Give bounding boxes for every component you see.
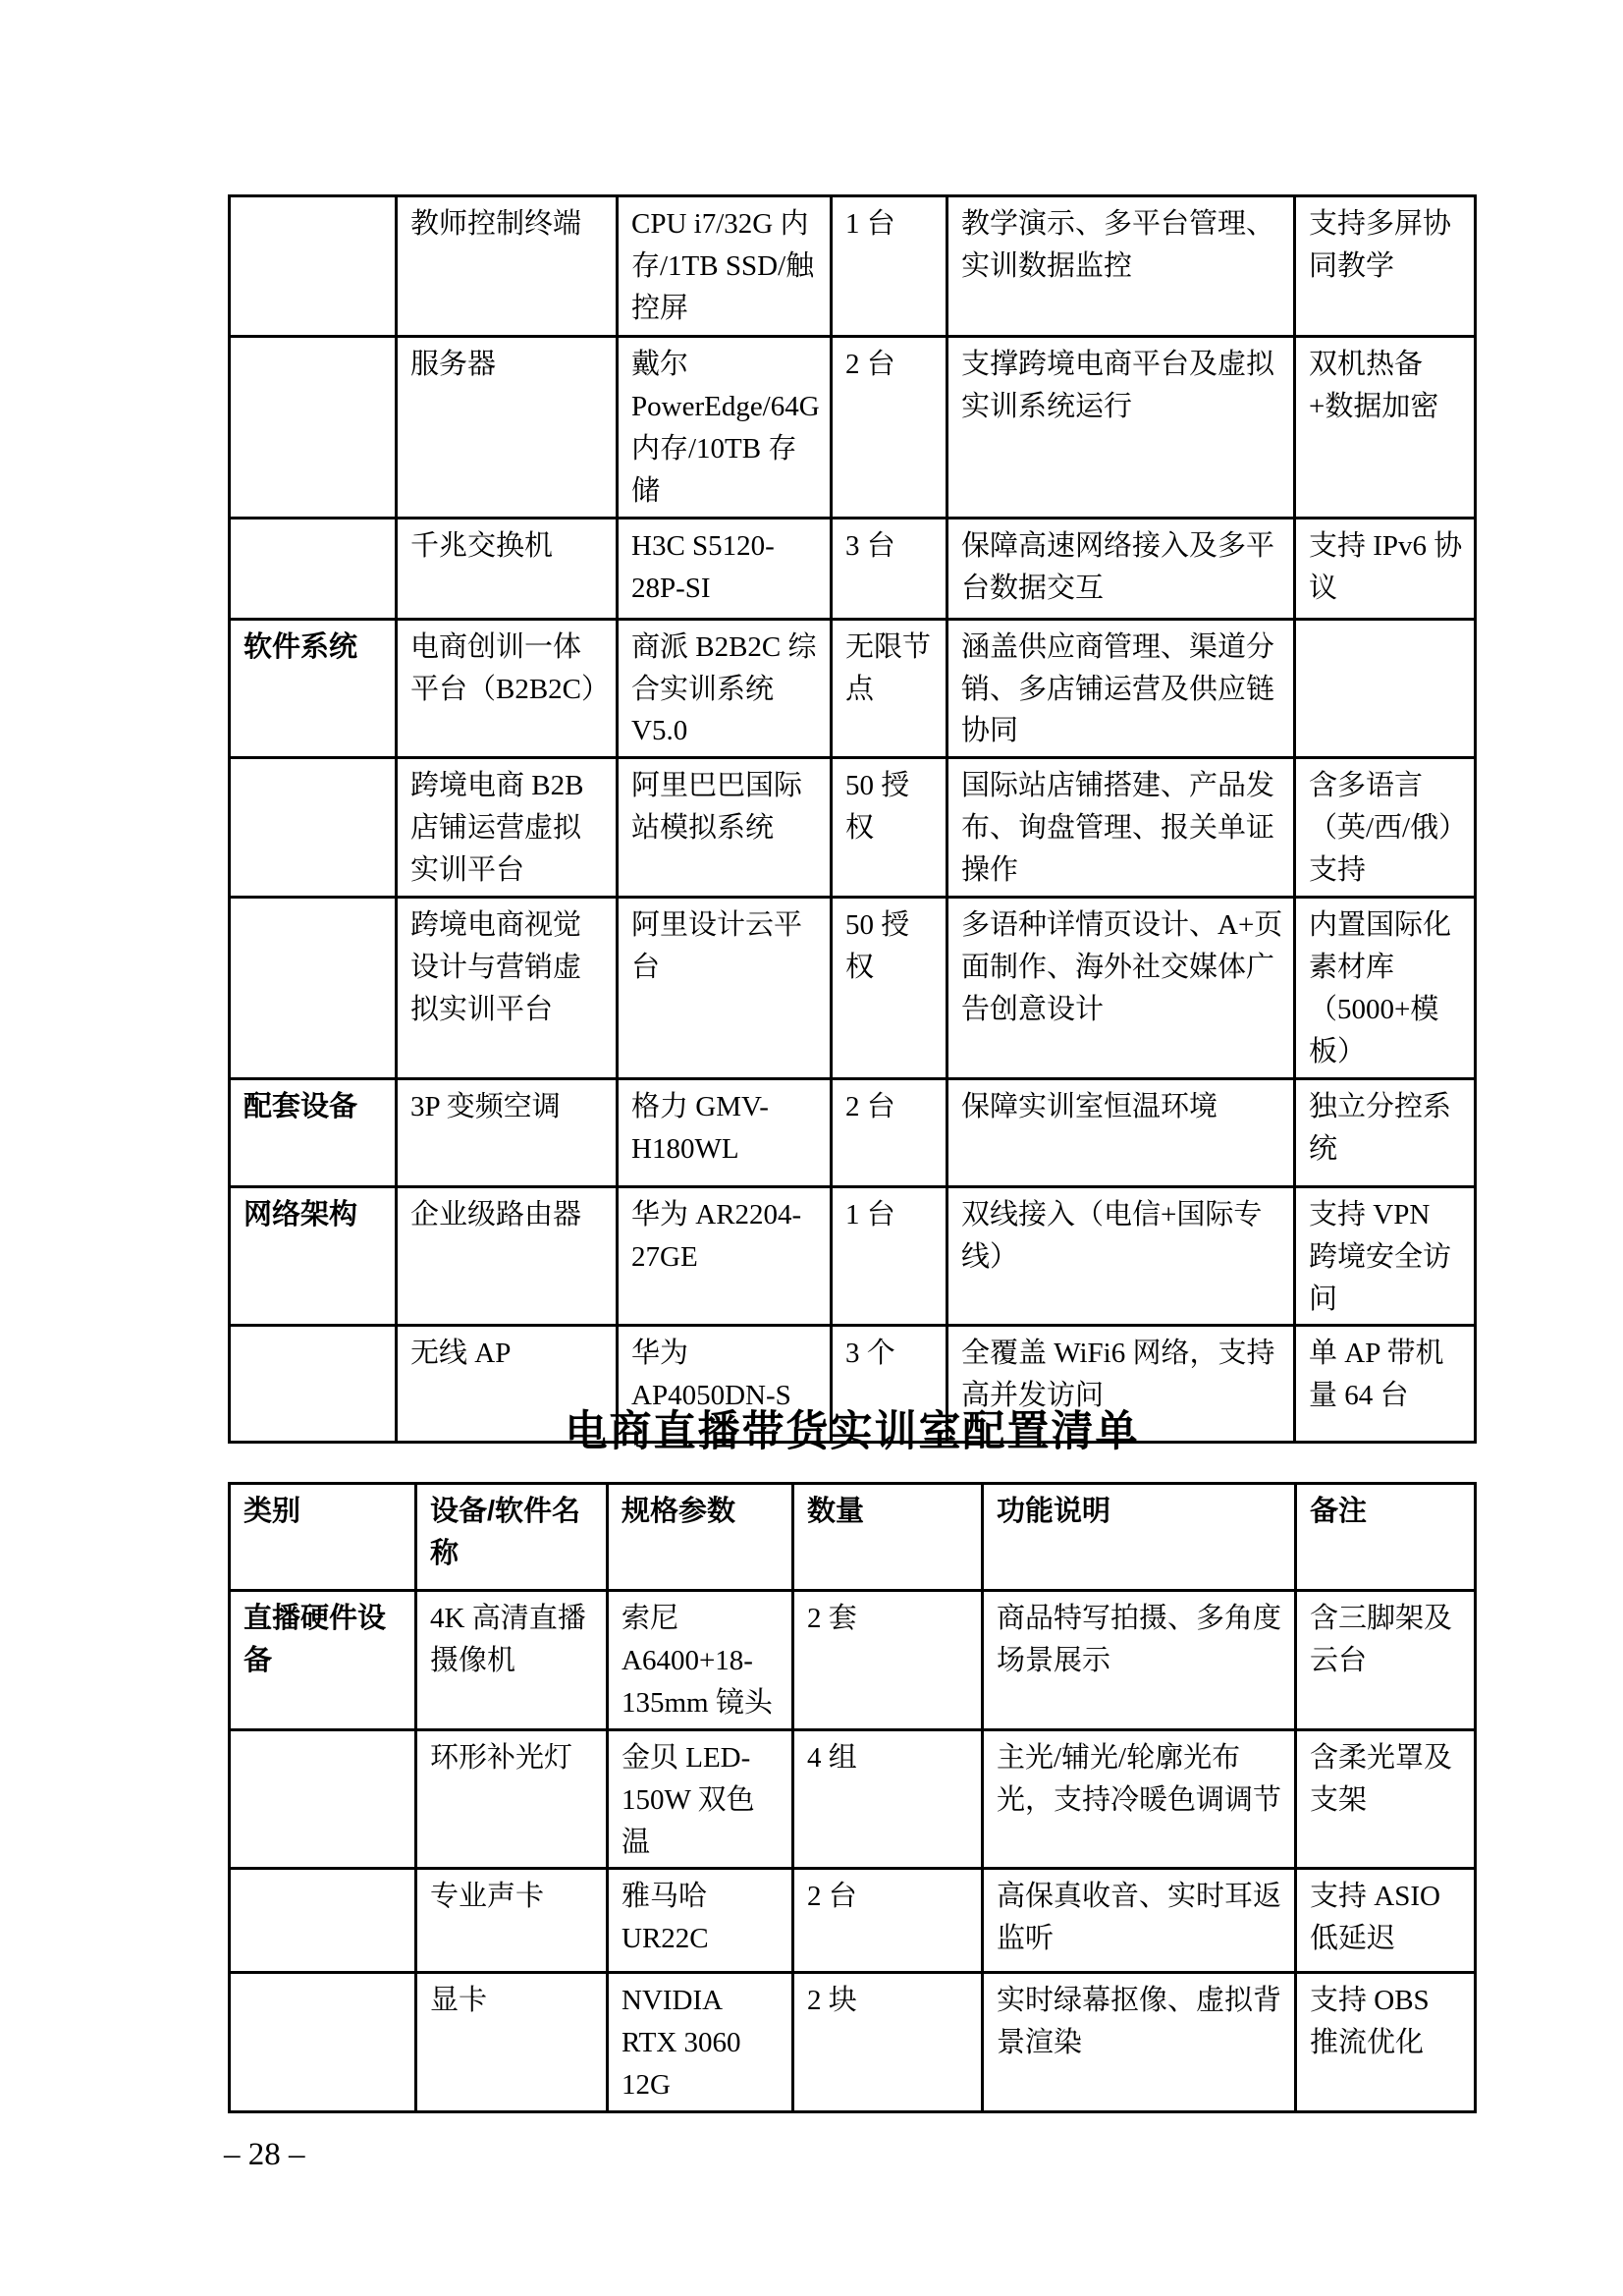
t1-r4-spec: 阿里巴巴国际站模拟系统 bbox=[618, 758, 832, 898]
section-title: 电商直播带货实训室配置清单 bbox=[565, 1408, 1140, 1455]
t2-r0-name: 4K 高清直播摄像机 bbox=[416, 1591, 608, 1730]
t1-r3-function: 涵盖供应商管理、渠道分销、多店铺运营及供应链协同 bbox=[947, 619, 1295, 758]
t1-r2-category bbox=[230, 518, 397, 619]
t1-r5-note: 内置国际化素材库（5000+模板） bbox=[1295, 898, 1476, 1079]
t2-header-name: 设备/软件名称 bbox=[416, 1484, 608, 1591]
t1-r0-qty: 1 台 bbox=[832, 196, 947, 337]
table-row bbox=[230, 1973, 1476, 2112]
t1-r8-qty: 3 个 bbox=[832, 1326, 947, 1443]
t2-r1-category bbox=[230, 1729, 416, 1869]
t1-r4-note: 含多语言（英/西/俄）支持 bbox=[1295, 758, 1476, 898]
t2-r1-qty: 4 组 bbox=[793, 1729, 983, 1869]
t1-r0-name: 教师控制终端 bbox=[397, 196, 618, 337]
t2-r2-spec: 雅马哈 UR22C bbox=[608, 1869, 793, 1973]
t1-r7-qty: 1 台 bbox=[832, 1186, 947, 1326]
t2-r3-spec: NVIDIA RTX 3060 12G bbox=[608, 1973, 793, 2112]
t1-r2-function: 保障高速网络接入及多平台数据交互 bbox=[947, 518, 1295, 619]
t1-r3-spec: 商派 B2B2C 综合实训系统 V5.0 bbox=[618, 619, 832, 758]
table-row bbox=[230, 1869, 1476, 1973]
t2-r2-function: 高保真收音、实时耳返监听 bbox=[983, 1869, 1296, 1973]
t1-r5-name: 跨境电商视觉设计与营销虚拟实训平台 bbox=[397, 898, 618, 1079]
t1-r6-function: 保障实训室恒温环境 bbox=[947, 1078, 1295, 1186]
t1-r2-name: 千兆交换机 bbox=[397, 518, 618, 619]
table-row bbox=[230, 1591, 1476, 1730]
t2-r3-name: 显卡 bbox=[416, 1973, 608, 2112]
t1-r8-spec: 华为 AP4050DN-S bbox=[618, 1326, 832, 1443]
t1-r8-note: 单 AP 带机量 64 台 bbox=[1295, 1326, 1476, 1443]
table-row bbox=[230, 1729, 1476, 1869]
t1-r0-spec: CPU i7/32G 内存/1TB SSD/触控屏 bbox=[618, 196, 832, 337]
t2-r1-spec: 金贝 LED-150W 双色温 bbox=[608, 1729, 793, 1869]
t1-r7-category: 网络架构 bbox=[230, 1186, 397, 1326]
t1-r3-category: 软件系统 bbox=[230, 619, 397, 758]
t2-r3-function: 实时绿幕抠像、虚拟背景渲染 bbox=[983, 1973, 1296, 2112]
table-row bbox=[230, 758, 1476, 898]
t1-r6-spec: 格力 GMV-H180WL bbox=[618, 1078, 832, 1186]
t1-r8-name: 无线 AP bbox=[397, 1326, 618, 1443]
t1-r4-name: 跨境电商 B2B 店铺运营虚拟实训平台 bbox=[397, 758, 618, 898]
table-row bbox=[230, 1186, 1476, 1326]
t2-r2-name: 专业声卡 bbox=[416, 1869, 608, 1973]
t2-r1-note: 含柔光罩及支架 bbox=[1296, 1729, 1476, 1869]
t1-r8-function: 全覆盖 WiFi6 网络，支持高并发访问 bbox=[947, 1326, 1295, 1443]
t1-r0-category bbox=[230, 196, 397, 337]
t1-r2-qty: 3 台 bbox=[832, 518, 947, 619]
t2-header-note: 备注 bbox=[1296, 1484, 1476, 1591]
table-row bbox=[230, 337, 1476, 519]
t1-r1-spec: 戴尔 PowerEdge/64G 内存/10TB 存储 bbox=[618, 337, 832, 519]
t1-r7-note: 支持 VPN 跨境安全访问 bbox=[1295, 1186, 1476, 1326]
t2-r2-category bbox=[230, 1869, 416, 1973]
table-row bbox=[230, 898, 1476, 1079]
t1-r2-spec: H3C S5120-28P-SI bbox=[618, 518, 832, 619]
t1-r4-qty: 50 授权 bbox=[832, 758, 947, 898]
t1-r5-function: 多语种详情页设计、A+页面制作、海外社交媒体广告创意设计 bbox=[947, 898, 1295, 1079]
t1-r6-note: 独立分控系统 bbox=[1295, 1078, 1476, 1186]
t1-r6-name: 3P 变频空调 bbox=[397, 1078, 618, 1186]
t2-r0-category: 直播硬件设备 bbox=[230, 1591, 416, 1730]
t1-r6-qty: 2 台 bbox=[832, 1078, 947, 1186]
t1-r4-function: 国际站店铺搭建、产品发布、询盘管理、报关单证操作 bbox=[947, 758, 1295, 898]
t1-r5-category bbox=[230, 898, 397, 1079]
livestream-config-table bbox=[228, 1482, 1477, 2113]
t2-r3-note: 支持 OBS 推流优化 bbox=[1296, 1973, 1476, 2112]
page-number: – 28 – bbox=[224, 2137, 305, 2172]
t1-r0-function: 教学演示、多平台管理、实训数据监控 bbox=[947, 196, 1295, 337]
table-header-row bbox=[230, 1484, 1476, 1591]
t1-r7-name: 企业级路由器 bbox=[397, 1186, 618, 1326]
t1-r3-qty: 无限节点 bbox=[832, 619, 947, 758]
t2-r0-qty: 2 套 bbox=[793, 1591, 983, 1730]
t2-r0-spec: 索尼 A6400+18-135mm 镜头 bbox=[608, 1591, 793, 1730]
t2-header-function: 功能说明 bbox=[983, 1484, 1296, 1591]
t1-r1-qty: 2 台 bbox=[832, 337, 947, 519]
t1-r3-note bbox=[1295, 619, 1476, 758]
t1-r5-qty: 50 授权 bbox=[832, 898, 947, 1079]
table-row bbox=[230, 196, 1476, 337]
table-row bbox=[230, 518, 1476, 619]
t1-r4-category bbox=[230, 758, 397, 898]
table-row bbox=[230, 1078, 1476, 1186]
t2-r2-note: 支持 ASIO 低延迟 bbox=[1296, 1869, 1476, 1973]
t1-r0-note: 支持多屏协同教学 bbox=[1295, 196, 1476, 337]
t2-r2-qty: 2 台 bbox=[793, 1869, 983, 1973]
t2-r3-qty: 2 块 bbox=[793, 1973, 983, 2112]
t1-r6-category: 配套设备 bbox=[230, 1078, 397, 1186]
t2-r3-category bbox=[230, 1973, 416, 2112]
t1-r1-note: 双机热备+数据加密 bbox=[1295, 337, 1476, 519]
t1-r1-name: 服务器 bbox=[397, 337, 618, 519]
t1-r2-note: 支持 IPv6 协议 bbox=[1295, 518, 1476, 619]
t1-r3-name: 电商创训一体平台（B2B2C） bbox=[397, 619, 618, 758]
t2-r0-function: 商品特写拍摄、多角度场景展示 bbox=[983, 1591, 1296, 1730]
t2-header-category: 类别 bbox=[230, 1484, 416, 1591]
t2-r1-name: 环形补光灯 bbox=[416, 1729, 608, 1869]
t1-r1-function: 支撑跨境电商平台及虚拟实训系统运行 bbox=[947, 337, 1295, 519]
t1-r7-spec: 华为 AR2204-27GE bbox=[618, 1186, 832, 1326]
equipment-table-continued bbox=[228, 194, 1477, 1444]
t1-r1-category bbox=[230, 337, 397, 519]
t2-header-qty: 数量 bbox=[793, 1484, 983, 1591]
t1-r7-function: 双线接入（电信+国际专线） bbox=[947, 1186, 1295, 1326]
table-row bbox=[230, 619, 1476, 758]
t2-r1-function: 主光/辅光/轮廓光布光，支持冷暖色调调节 bbox=[983, 1729, 1296, 1869]
t1-r5-spec: 阿里设计云平台 bbox=[618, 898, 832, 1079]
t2-r0-note: 含三脚架及云台 bbox=[1296, 1591, 1476, 1730]
t2-header-spec: 规格参数 bbox=[608, 1484, 793, 1591]
